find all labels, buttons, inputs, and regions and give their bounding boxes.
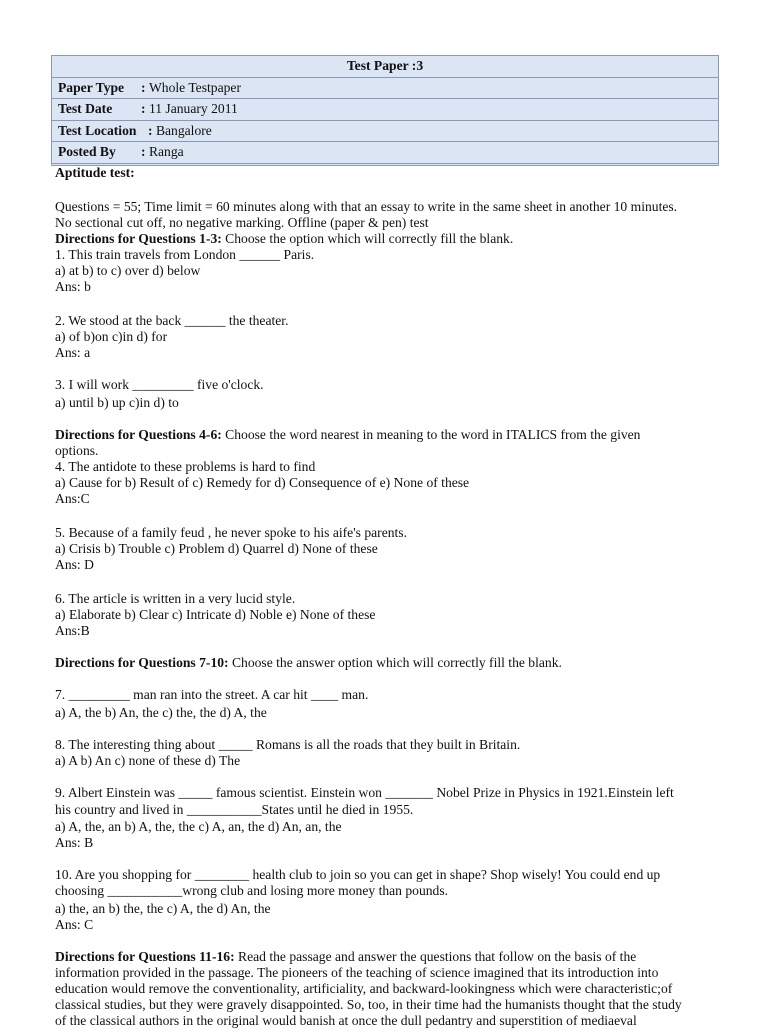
question-6: 6. The article is written in a very lucid style.	[55, 591, 296, 606]
header-row-posted-by: Posted By : Ranga	[52, 141, 718, 163]
question-3: 3. I will work _________ five o'clock.	[55, 377, 264, 392]
question-8-options: a) A b) An c) none of these d) The	[55, 753, 241, 768]
section-title: Aptitude test:	[55, 165, 135, 180]
question-10-cont: choosing ___________wrong club and losing more money than pounds.	[55, 883, 449, 898]
question-9-options: a) A, the, an b) A, the, the c) A, an, the d) An, an, the	[55, 819, 342, 834]
question-4: 4. The antidote to these problems is hard to find	[55, 459, 316, 474]
header-title-row	[52, 56, 718, 77]
question-2-options: a) of b)on c)in d) for	[55, 329, 168, 344]
question-7: 7. _________ man ran into the street. A car hit ____ man.	[55, 687, 369, 702]
directions-text: Choose the word nearest in meaning to the word in ITALICS from the given	[221, 427, 641, 442]
question-9-answer: Ans: B	[55, 835, 94, 850]
header-title: Test Paper :3	[346, 58, 424, 73]
directions-4-6-cont: options.	[55, 443, 99, 458]
question-10: 10. Are you shopping for ________ health club to join so you can get in shape? Shop wisely! You could end up	[55, 867, 661, 882]
intro-line: No sectional cut off, no negative marking. Offline (paper & pen) test	[55, 215, 429, 230]
header-row-paper-type: Paper Type : Whole Testpaper	[52, 77, 718, 99]
directions-label: Directions for Questions 4-6:	[55, 427, 222, 442]
question-2-answer: Ans: a	[55, 345, 91, 360]
directions-text: Choose the option which will correctly fill the blank.	[221, 231, 514, 246]
posted-by-label: Posted By	[58, 144, 116, 159]
passage-line: classical studies, but they were gravely disappointed. So, too, in their time had the humanists thought that the study	[55, 997, 682, 1012]
directions-11-16	[55, 949, 636, 965]
question-1-answer: Ans: b	[55, 279, 91, 294]
question-10-options: a) the, an b) the, the c) A, the d) An, the	[55, 901, 271, 916]
question-6-answer: Ans:B	[55, 623, 90, 638]
question-5-options: a) Crisis b) Trouble c) Problem d) Quarrel d) None of these	[55, 541, 378, 556]
header-row-test-date: Test Date : 11 January 2011	[52, 98, 718, 120]
paper-type-label: Paper Type	[58, 79, 125, 95]
paper-type-value: Whole Testpaper	[148, 79, 241, 95]
test-location-value: Bangalore	[155, 122, 212, 138]
directions-7-10	[55, 655, 562, 671]
test-date-label: Test Date	[58, 101, 113, 116]
question-9-cont: his country and lived in ___________States until he died in 1955.	[55, 802, 414, 817]
directions-text: Read the passage and answer the questions that follow on the basis of the	[234, 949, 637, 964]
question-2: 2. We stood at the back ______ the theater.	[55, 313, 289, 328]
passage-line: information provided in the passage. The pioneers of the teaching of science imagined that its introduction into	[55, 965, 659, 980]
question-7-options: a) A, the b) An, the c) the, the d) A, the	[55, 705, 267, 720]
directions-label: Directions for Questions 7-10:	[55, 655, 229, 670]
directions-4-6	[55, 427, 640, 443]
directions-label: Directions for Questions 1-3:	[55, 231, 222, 246]
posted-by-value: Ranga	[148, 144, 184, 159]
question-8: 8. The interesting thing about _____ Romans is all the roads that they built in Britain.	[55, 737, 521, 752]
question-4-answer: Ans:C	[55, 491, 90, 506]
directions-label: Directions for Questions 11-16:	[55, 949, 235, 964]
directions-1-3	[55, 231, 513, 247]
intro-line: Questions = 55; Time limit = 60 minutes along with that an essay to write in the same sheet in another 10 minutes.	[55, 199, 678, 214]
question-3-options: a) until b) up c)in d) to	[55, 395, 179, 410]
test-paper-header-table	[51, 55, 719, 166]
question-6-options: a) Elaborate b) Clear c) Intricate d) Noble e) None of these	[55, 607, 376, 622]
passage-line: education would remove the conventionality, artificiality, and backward-lookingness which were characteristic;of	[55, 981, 673, 996]
question-1-options: a) at b) to c) over d) below	[55, 263, 201, 278]
question-10-answer: Ans: C	[55, 917, 94, 932]
question-9: 9. Albert Einstein was _____ famous scientist. Einstein won _______ Nobel Prize in Physics in 1921.Einstein left	[55, 785, 674, 800]
header-row-test-location: Test Location : Bangalore	[52, 120, 718, 142]
test-date-value: 11 January 2011	[148, 101, 238, 116]
question-1: 1. This train travels from London ______ Paris.	[55, 247, 315, 262]
question-4-options: a) Cause for b) Result of c) Remedy for d) Consequence of e) None of these	[55, 475, 470, 490]
directions-text: Choose the answer option which will correctly fill the blank.	[228, 655, 562, 670]
test-location-label: Test Location	[58, 122, 137, 138]
question-5: 5. Because of a family feud , he never spoke to his aife's parents.	[55, 525, 407, 540]
passage-line: of the classical authors in the original would banish at once the dull pedantry and superstition of mediaeval	[55, 1013, 637, 1028]
question-5-answer: Ans: D	[55, 557, 94, 572]
